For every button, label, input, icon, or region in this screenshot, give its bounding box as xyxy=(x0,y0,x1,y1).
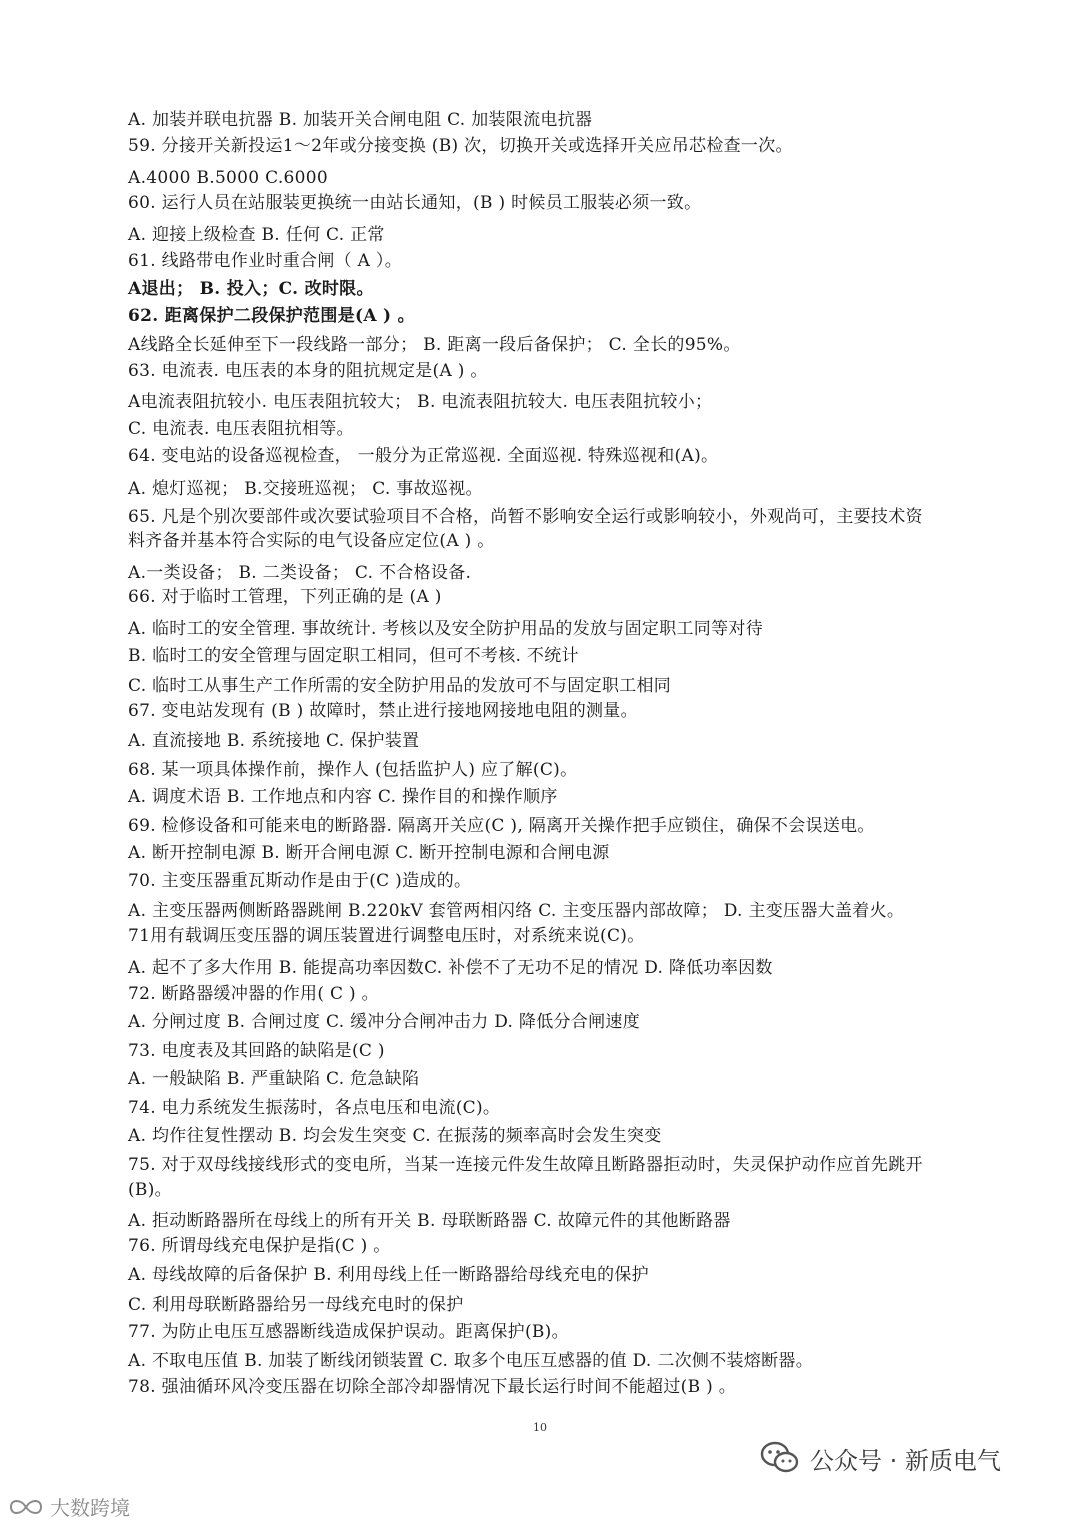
text-line: A线路全长延伸至下一段线路一部分； B. 距离一段后备保护； C. 全长的95%。 xyxy=(128,335,741,355)
question-64: 64. 变电站的设备巡视检查， 一般分为正常巡视. 全面巡视. 特殊巡视和(A)。 xyxy=(128,446,719,466)
text-line: A. 临时工的安全管理. 事故统计. 考核以及安全防护用品的发放与固定职工同等对待 xyxy=(128,619,763,639)
text-line: A. 一般缺陷 B. 严重缺陷 C. 危急缺陷 xyxy=(128,1069,420,1089)
question-60: 60. 运行人员在站服装更换统一由站长通知，(B ) 时候员工服装必须一致。 xyxy=(128,193,702,213)
text-line: A退出； B. 投入；C. 改时限。 xyxy=(128,279,374,299)
question-77: 77. 为防止电压互感器断线造成保护误动。距离保护(B)。 xyxy=(128,1322,569,1342)
wechat-watermark xyxy=(760,1436,1001,1480)
question-59: 59. 分接开关新投运1～2年或分接变换 (B) 次，切换开关或选择开关应吊芯检查一次。 xyxy=(128,136,793,156)
text-line: C. 利用母联断路器给另一母线充电时的保护 xyxy=(128,1295,464,1315)
text-line: B. 临时工的安全管理与固定职工相同，但可不考核. 不统计 xyxy=(128,646,579,666)
question-78: 78. 强油循环风冷变压器在切除全部冷却器情况下最长运行时间不能超过(B ) 。 xyxy=(128,1377,737,1397)
wechat-account-name: 公众号 · 新质电气 xyxy=(810,1446,1001,1475)
text-line: A. 熄灯巡视； B.交接班巡视； C. 事故巡视。 xyxy=(128,479,483,499)
text-line: A.4000 B.5000 C.6000 xyxy=(128,168,328,188)
text-line: A. 不取电压值 B. 加装了断线闭锁装置 C. 取多个电压互感器的值 D. 二次侧不装熔断器。 xyxy=(128,1351,814,1371)
text-line: A. 母线故障的后备保护 B. 利用母线上任一断路器给母线充电的保护 xyxy=(128,1265,649,1285)
question-61: 61. 线路带电作业时重合闸（ A ）。 xyxy=(128,251,403,271)
question-63: 63. 电流表. 电压表的本身的阻抗规定是(A ) 。 xyxy=(128,361,488,381)
question-73: 73. 电度表及其回路的缺陷是(C ) xyxy=(128,1041,385,1061)
question-69: 69. 检修设备和可能来电的断路器. 隔离开关应(C ), 隔离开关操作把手应锁住，确保不会误送电。 xyxy=(128,816,875,836)
text-line: 料齐备并基本符合实际的电气设备应定位(A ) 。 xyxy=(128,531,495,551)
text-line: A. 直流接地 B. 系统接地 C. 保护装置 xyxy=(128,731,420,751)
text-line: A. 调度术语 B. 工作地点和内容 C. 操作目的和操作顺序 xyxy=(128,787,558,807)
text-line: C. 临时工从事生产工作所需的安全防护用品的发放可不与固定职工相同 xyxy=(128,676,672,696)
text-line: A. 迎接上级检查 B. 任何 C. 正常 xyxy=(128,225,385,245)
text-line: A.一类设备； B. 二类设备； C. 不合格设备. xyxy=(128,563,472,583)
question-74: 74. 电力系统发生振荡时，各点电压和电流(C)。 xyxy=(128,1098,501,1118)
question-68: 68. 某一项具体操作前，操作人 (包括监护人) 应了解(C)。 xyxy=(128,760,578,780)
text-line: A. 加装并联电抗器 B. 加装开关合闸电阻 C. 加装限流电抗器 xyxy=(128,110,593,130)
text-line: A. 起不了多大作用 B. 能提高功率因数C. 补偿不了无功不足的情况 D. 降低功率因数 xyxy=(128,958,773,978)
question-67: 67. 变电站发现有 (B ) 故障时，禁止进行接地网接地电阻的测量。 xyxy=(128,701,638,721)
brand-logo-icon xyxy=(8,1496,44,1518)
source-watermark xyxy=(8,1492,130,1521)
question-75: 75. 对于双母线接线形式的变电所，当某一连接元件发生故障且断路器拒动时，失灵保护动作应首先跳开 xyxy=(128,1155,923,1175)
text-line: A. 分闸过度 B. 合闸过度 C. 缓冲分合闸冲击力 D. 降低分合闸速度 xyxy=(128,1012,641,1032)
question-62: 62. 距离保护二段保护范围是(A ) 。 xyxy=(128,306,415,326)
text-line: A. 均作往复性摆动 B. 均会发生突变 C. 在振荡的频率高时会发生突变 xyxy=(128,1126,662,1146)
question-65: 65. 凡是个别次要部件或次要试验项目不合格，尚暂不影响安全运行或影响较小，外观尚可，主要技术资 xyxy=(128,507,923,527)
watermark-text: 大数跨境 xyxy=(50,1496,130,1520)
text-line: A电流表阻抗较小. 电压表阻抗较大； B. 电流表阻抗较大. 电压表阻抗较小； xyxy=(128,392,713,412)
text-line: (B)。 xyxy=(128,1180,172,1200)
question-70: 70. 主变压器重瓦斯动作是由于(C )造成的。 xyxy=(128,871,472,891)
text-line: A. 主变压器两侧断路器跳闸 B.220kV 套管两相闪络 C. 主变压器内部故障； D. 主变压器大盖着火。 xyxy=(128,901,905,921)
text-line: C. 电流表. 电压表阻抗相等。 xyxy=(128,419,354,439)
question-71: 71用有载调压变压器的调压装置进行调整电压时，对系统来说(C)。 xyxy=(128,926,645,946)
question-72: 72. 断路器缓冲器的作用( C ) 。 xyxy=(128,984,379,1004)
text-line: A. 断开控制电源 B. 断开合闸电源 C. 断开控制电源和合闸电源 xyxy=(128,843,610,863)
text-line: A. 拒动断路器所在母线上的所有开关 B. 母联断路器 C. 故障元件的其他断路器 xyxy=(128,1211,731,1231)
question-76: 76. 所谓母线充电保护是指(C ) 。 xyxy=(128,1236,391,1256)
wechat-icon xyxy=(760,1441,800,1475)
question-66: 66. 对于临时工管理，下列正确的是 (A ) xyxy=(128,587,442,607)
page-number: 10 xyxy=(533,1421,547,1434)
